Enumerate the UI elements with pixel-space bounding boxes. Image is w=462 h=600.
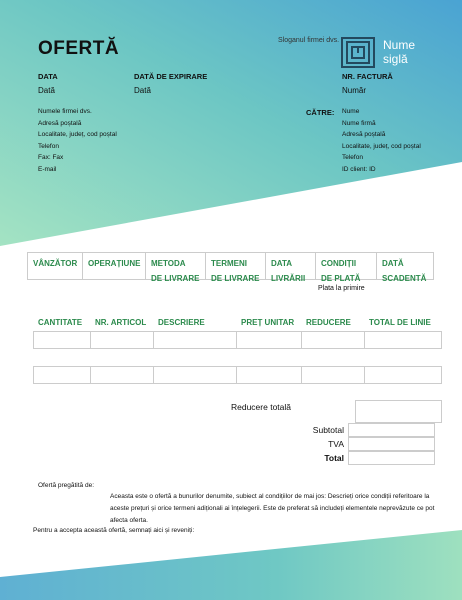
total-discount-field[interactable] bbox=[355, 400, 442, 423]
total-label: Total bbox=[324, 453, 344, 463]
sender-line: Fax: Fax bbox=[38, 154, 64, 161]
details-header-text: DE LIVRARE bbox=[211, 274, 260, 283]
details-header-text: DE PLATĂ bbox=[321, 274, 361, 283]
tax-label: TVA bbox=[328, 439, 344, 449]
details-header-text: METODA bbox=[151, 259, 186, 268]
table-cell[interactable] bbox=[154, 367, 237, 383]
items-header-line-total: TOTAL DE LINIE bbox=[369, 318, 431, 327]
terms-note bbox=[110, 491, 450, 527]
subtotal-label: Subtotal bbox=[312, 425, 344, 435]
items-header-description: DESCRIERE bbox=[158, 318, 205, 327]
details-header-text: LIVRĂRII bbox=[271, 274, 306, 283]
table-cell[interactable] bbox=[302, 332, 365, 348]
invoice-label: NR. FACTURĂ bbox=[342, 72, 393, 81]
table-cell[interactable] bbox=[91, 332, 154, 348]
expiry-value[interactable]: Dată bbox=[134, 86, 151, 95]
items-header-item-no: NR. ARTICOL bbox=[95, 318, 147, 327]
table-cell[interactable] bbox=[34, 332, 91, 348]
page-title: OFERTĂ bbox=[38, 38, 120, 59]
company-slogan: Sloganul firmei dvs. bbox=[278, 37, 340, 44]
table-row[interactable] bbox=[33, 331, 442, 349]
tax-field[interactable] bbox=[348, 437, 435, 451]
bottom-band bbox=[0, 530, 462, 600]
payment-note[interactable]: Plata la primire bbox=[318, 285, 365, 292]
prepared-by: Ofertă pregătită de: bbox=[38, 482, 95, 489]
recipient-label: CĂTRE: bbox=[306, 108, 335, 117]
terms-line: afecta oferta. bbox=[110, 517, 148, 524]
details-header-text: DE LIVRARE bbox=[151, 274, 200, 283]
table-row[interactable] bbox=[33, 366, 442, 384]
table-cell[interactable] bbox=[237, 332, 302, 348]
details-header-cell bbox=[146, 253, 206, 283]
total-discount-label: Reducere totală bbox=[230, 402, 291, 412]
details-header-cell bbox=[83, 253, 146, 279]
details-header-text: VÂNZĂTOR bbox=[33, 259, 78, 268]
table-cell[interactable] bbox=[91, 367, 154, 383]
details-header-text: TERMENI bbox=[211, 259, 247, 268]
date-value[interactable]: Dată bbox=[38, 86, 55, 95]
total-field[interactable] bbox=[348, 451, 435, 465]
details-header-cell bbox=[266, 253, 316, 283]
sender-line: Localitate, județ, cod poștal bbox=[38, 131, 117, 138]
details-header-cell bbox=[28, 253, 83, 279]
items-header-unit-price: PREȚ UNITAR bbox=[241, 318, 295, 327]
table-cell[interactable] bbox=[237, 367, 302, 383]
details-header-text: DATĂ bbox=[382, 259, 404, 268]
recipient-line: Nume firmă bbox=[342, 119, 376, 127]
logo-text-line1: Nume bbox=[383, 38, 416, 52]
expiry-label: DATĂ DE EXPIRARE bbox=[134, 72, 208, 81]
details-header-cell bbox=[316, 253, 377, 283]
recipient-line: Telefon bbox=[342, 154, 363, 161]
recipient-block bbox=[342, 106, 421, 175]
sender-line: Numele firmei dvs. bbox=[38, 108, 92, 115]
recipient-line: ID client: ID bbox=[342, 165, 376, 173]
sender-line: E-mail bbox=[38, 165, 57, 173]
details-header-text: OPERAȚIUNE bbox=[88, 259, 141, 268]
table-cell[interactable] bbox=[154, 332, 237, 348]
details-table bbox=[27, 252, 434, 283]
items-header-quantity: CANTITATE bbox=[38, 318, 83, 327]
recipient-line: Adresă poștală bbox=[342, 131, 386, 138]
subtotal-field[interactable] bbox=[348, 423, 435, 437]
table-cell[interactable] bbox=[302, 367, 365, 383]
logo-text bbox=[383, 38, 415, 66]
details-header-text: DATA bbox=[271, 259, 293, 268]
recipient-line: Localitate, județ, cod poștal bbox=[342, 142, 421, 150]
date-label: DATA bbox=[38, 72, 58, 81]
terms-line: Aceasta este o ofertă a bunurilor denumite, subiect al condițiilor de mai jos: Descrieți orice condiții referitoare la bbox=[110, 493, 430, 500]
logo-icon bbox=[341, 37, 375, 68]
table-cell[interactable] bbox=[365, 332, 441, 348]
table-cell[interactable] bbox=[34, 367, 91, 383]
table-cell[interactable] bbox=[365, 367, 441, 383]
items-header-discount: REDUCERE bbox=[306, 318, 351, 327]
logo-text-line2: siglă bbox=[383, 52, 408, 66]
details-header-text: CONDIȚII bbox=[321, 259, 357, 268]
accept-note: Pentru a accepta această ofertă, semnați aici și reveniți: bbox=[33, 527, 195, 534]
details-header-cell bbox=[377, 253, 433, 283]
sender-line: Telefon bbox=[38, 142, 59, 150]
terms-line: aceste prețuri și orice termeni adiționali ai înțelegerii. Este de preferat să includeți elementele neprevăzute ce pot bbox=[110, 505, 435, 512]
details-header-text: SCADENTĂ bbox=[382, 274, 427, 283]
sender-block bbox=[38, 106, 117, 175]
details-header-cell bbox=[206, 253, 266, 283]
sender-line: Adresă poștală bbox=[38, 119, 82, 127]
recipient-line: Nume bbox=[342, 108, 360, 115]
invoice-value[interactable]: Număr bbox=[342, 86, 367, 95]
